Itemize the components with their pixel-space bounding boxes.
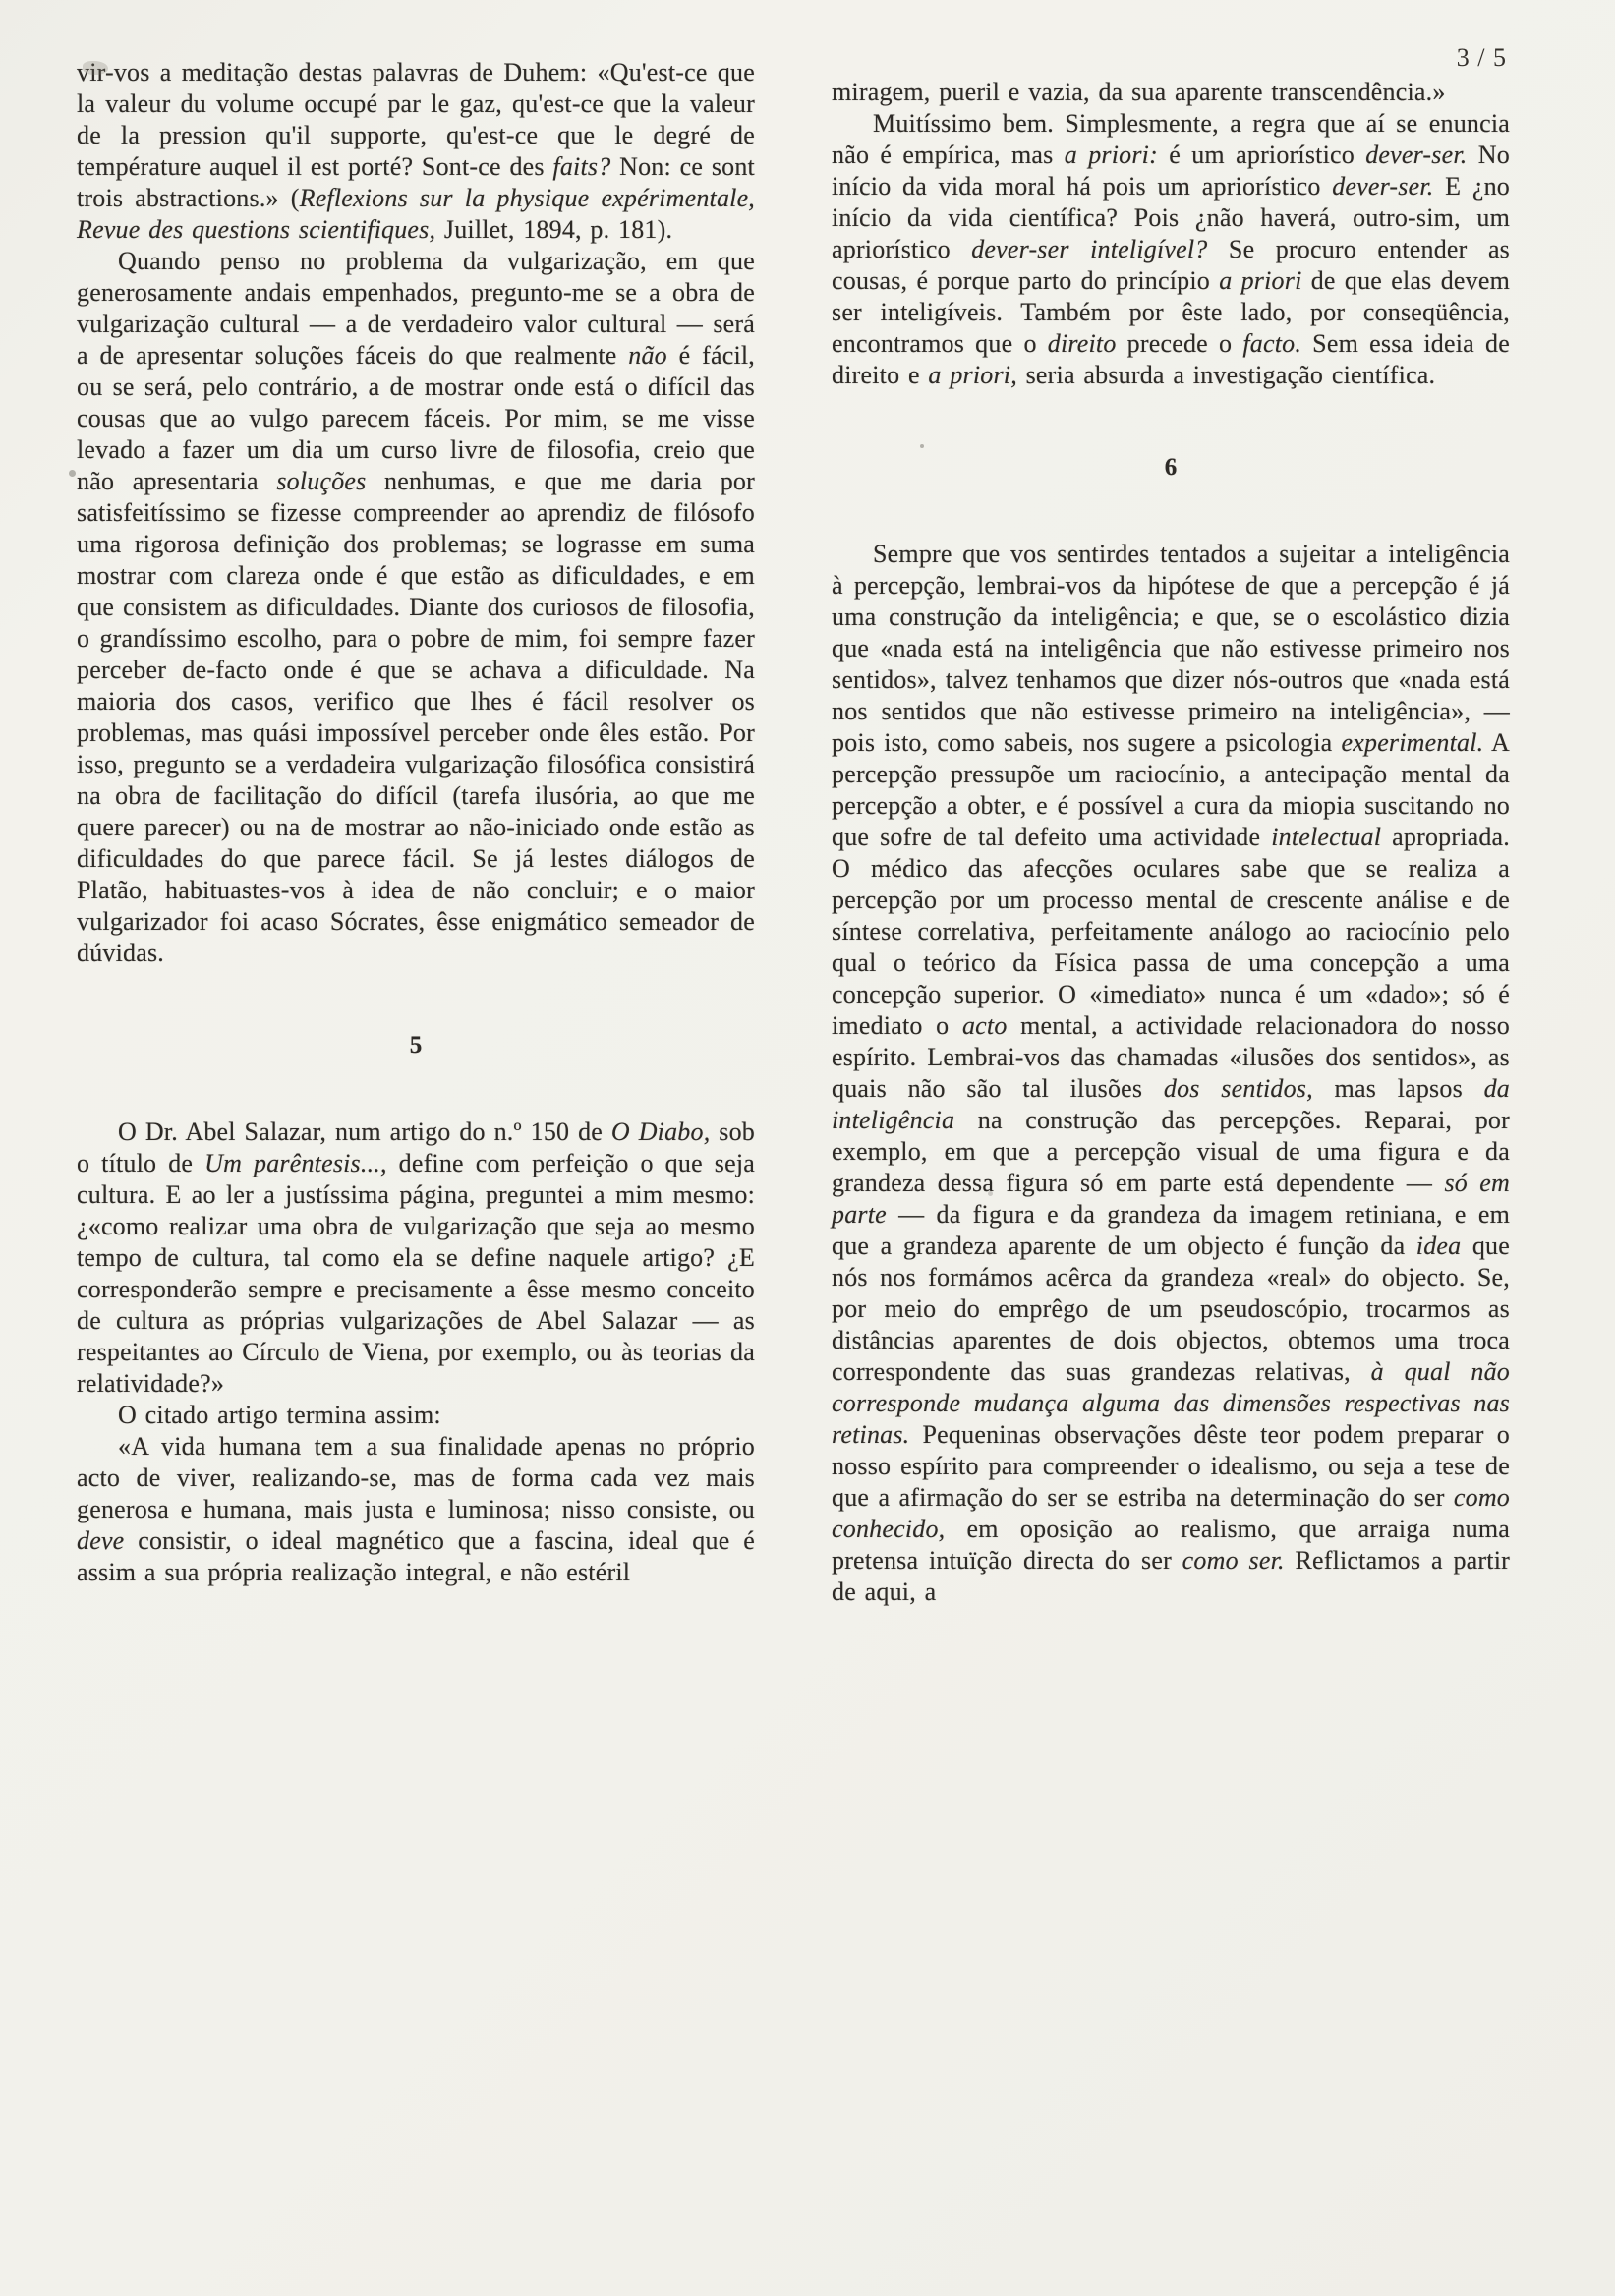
- paragraph: Sempre que vos sentirdes tentados a sujeitar a inteligência à percepção, lembrai-vos da hipótese de que a percepção é já uma construção da inteligência; e que, se o escolástico dizia que «nada está na inteligência que não estivesse primeiro nos sentidos», talvez tenhamos que dizer nós-outros que «nada está nos sentidos que não estivesse primeiro na inteligência», — pois isto, como sabeis, nos sugere a psicologia experimental. A percepção pressupõe um raciocínio, a antecipação mental da percepção a obter, e é possível a cura da miopia suscitando no que sofre de tal defeito uma actividade intelectual apropriada. O médico das afecções oculares sabe que se realiza a percepção por um processo mental de crescente análise e de síntese correlativa, perfeitamente análogo ao raciocínio pelo qual o teórico da Física passa de uma concepção a uma concepção superior. O «imediato» nunca é um «dado»; só é imediato o acto mental, a actividade relacionadora do nosso espírito. Lembrai-vos das chamadas «ilusões dos sentidos», as quais não são tal ilusões dos sentidos, mas lapsos da inteligência na construção das percepções. Reparai, por exemplo, em que a percepção visual de uma figura e da grandeza dessa figura só em parte está dependente — só em parte — da figura e da grandeza da imagem retiniana, e em que a grandeza aparente de um objecto é função da idea que nós nos formámos acêrca da grandeza «real» do objecto. Se, por meio do emprêgo de um pseudoscópio, trocarmos as distâncias aparentes de dois objectos, obtemos uma troca correspondente das suas grandezas relativas, à qual não corresponde mudança alguma das dimensões respectivas nas retinas. Pequeninas observações dêste teor podem preparar o nosso espírito para compreender o idealismo, ou seja a tese de que a afirmação do ser se estriba na determinação do ser como conhecido, em oposição ao realismo, que arraiga numa pretensa intuïção directa do ser como ser. Reflictamos a partir de aqui, a: [832, 540, 1511, 1606]
- scan-speckle: [988, 1191, 993, 1196]
- paragraph: O Dr. Abel Salazar, num artigo do n.º 150 de O Diabo, sob o título de Um parêntesis..., define com perfeição o que seja cultura. E ao ler a justíssima página, preguntei a mim mesmo: ¿«como realizar uma obra de vulgarização que seja ao mesmo tempo de cultura, tal como ela se define naquele artigo? ¿E corresponderão sempre e precisamente a êsse mesmo conceito de cultura as próprias vulgarizações de Abel Salazar — as respeitantes ao Círculo de Viena, por exemplo, ou às teorias da relatividade?»: [77, 1118, 755, 1398]
- paragraph: Muitíssimo bem. Simplesmente, a regra que aí se enuncia não é empírica, mas a priori: é um apriorístico dever-ser. No início da vida moral há pois um apriorístico dever-ser. E ¿no início da vida científica? Pois ¿não haverá, outro-sim, um apriorístico dever-ser inteligível? Se procuro entender as cousas, é porque parto do princípio a priori de que elas devem ser inteligíveis. Também por êste lado, por conseqüência, encontramos que o direito precede o facto. Sem essa ideia de direito e a priori, seria absurda a investigação científica.: [832, 109, 1510, 389]
- scan-speckle: [920, 444, 924, 448]
- paragraph: O citado artigo termina assim:: [118, 1401, 441, 1429]
- scan-speckle: [69, 470, 76, 477]
- text-columns: [77, 57, 1509, 1608]
- paragraph: vir-vos a meditação destas palavras de Duhem: «Qu'est-ce que la valeur du volume occupé par le gaz, qu'est-ce que la valeur de la pression qu'il supporte, qu'est-ce que le degré de température auquel il est porté? Sont-ce des faits? Non: ce sont trois abstractions.» (Reflexions sur la physique expérimentale, Revue des questions scientifiques, Juillet, 1894, p. 181).: [77, 58, 756, 244]
- paragraph: «A vida humana tem a sua finalidade apenas no próprio acto de viver, realizando-se, mas de forma cada vez mais generosa e humana, mais justa e luminosa; nisso consiste, ou deve consistir, o ideal magnético que a fascina, ideal que é assim a sua própria realização integral, e não estéril: [77, 1432, 755, 1586]
- section-number: 6: [1164, 454, 1178, 481]
- paragraph: miragem, pueril e vazia, da sua aparente transcendência.»: [832, 78, 1446, 106]
- scan-smudge: [83, 61, 108, 75]
- left-column: [77, 57, 755, 1588]
- section-number: 5: [409, 1032, 423, 1059]
- page-number: 3 / 5: [1456, 43, 1507, 72]
- right-column: [832, 57, 1510, 1608]
- paragraph: Quando penso no problema da vulgarização, em que generosamente andais empenhados, pregunto-me se a obra de vulgarização cultural — a de verdadeiro valor cultural — será a de apresentar soluções fáceis do que realmente não é fácil, ou se será, pelo contrário, a de mostrar onde está o difícil das cousas que ao vulgo parecem fáceis. Por mim, se me visse levado a fazer um dia um curso livre de filosofia, creio que não apresentaria soluções nenhumas, e que me daria por satisfeitíssimo se fizesse compreender ao aprendiz de filósofo uma rigorosa definição dos problemas; se lograsse em suma mostrar com clareza onde é que estão as dificuldades, e em que consistem as dificuldades. Diante dos curiosos de filosofia, o grandíssimo escolho, para o pobre de mim, foi sempre fazer perceber de-facto onde é que se achava a dificuldade. Na maioria dos casos, verifico que lhes é fácil resolver os problemas, mas quási impossível perceber onde êles estão. Por isso, pregunto se a verdadeira vulgarização filosófica consistirá na obra de facilitação do difícil (tarefa ilusória, ao que me quere parecer) ou na de mostrar ao não-iniciado onde estão as dificuldades do que parece fácil. Se já lestes diálogos de Platão, habituastes-vos à idea de não concluir; e o maior vulgarizador foi acaso Sócrates, êsse enigmático semeador de dúvidas.: [77, 247, 755, 967]
